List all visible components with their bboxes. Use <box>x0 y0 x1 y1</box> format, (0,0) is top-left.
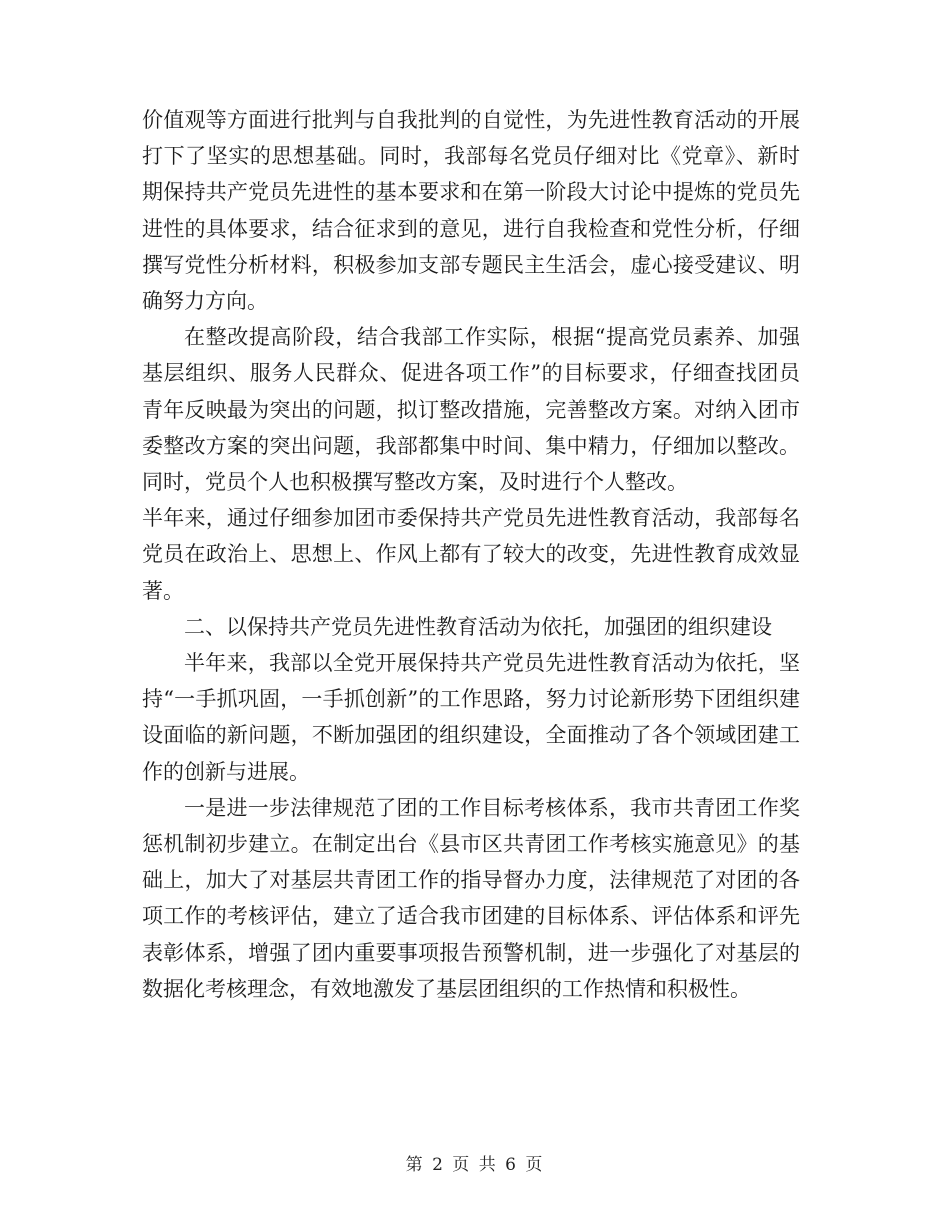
paragraph-4: 半年来，我部以全党开展保持共产党员先进性教育活动为依托，坚持“一手抓巩固，一手抓创新”的工作思路，努力讨论新形势下团组织建设面临的新问题，不断加强团的组织建设，全面推动了各个领域团建工作的创新与进展。 <box>142 651 800 784</box>
document-body <box>142 102 800 1007</box>
paragraph-2: 在整改提高阶段，结合我部工作实际，根据“提高党员素养、加强基层组织、服务人民群众、促进各项工作”的目标要求，仔细查找团员青年反映最为突出的问题，拟订整改措施，完善整改方案。对纳入团市委整改方案的突出问题，我部都集中时间、集中精力，仔细加以整改。同时，党员个人也积极撰写整改方案，及时进行个人整改。 <box>142 325 800 495</box>
paragraph-1: 价值观等方面进行批判与自我批判的自觉性，为先进性教育活动的开展打下了坚实的思想基础。同时，我部每名党员仔细对比《党章》、新时期保持共产党员先进性的基本要求和在第一阶段大讨论中提炼的党员先进性的具体要求，结合征求到的意见，进行自我检查和党性分析，仔细撰写党性分析材料，积极参加支部专题民主生活会，虚心接受建议、明确努力方向。 <box>142 108 800 314</box>
section-heading: 二、以保持共产党员先进性教育活动为依托，加强团的组织建设 <box>184 614 772 639</box>
page-number-footer: 第 2 页 共 6 页 <box>405 1155 545 1175</box>
paragraph-5: 一是进一步法律规范了团的工作目标考核体系，我市共青团工作奖惩机制初步建立。在制定出台《县市区共青团工作考核实施意见》的基础上，加大了对基层共青团工作的指导督办力度，法律规范了对团的各项工作的考核评估，建立了适合我市团建的目标体系、评估体系和评先表彰体系，增强了团内重要事项报告预警机制，进一步强化了对基层的数据化考核理念，有效地激发了基层团组织的工作热情和积极性。 <box>142 795 800 1001</box>
paragraph-3: 半年来，通过仔细参加团市委保持共产党员先进性教育活动，我部每名党员在政治上、思想上、作风上都有了较大的改变，先进性教育成效显著。 <box>142 506 800 603</box>
